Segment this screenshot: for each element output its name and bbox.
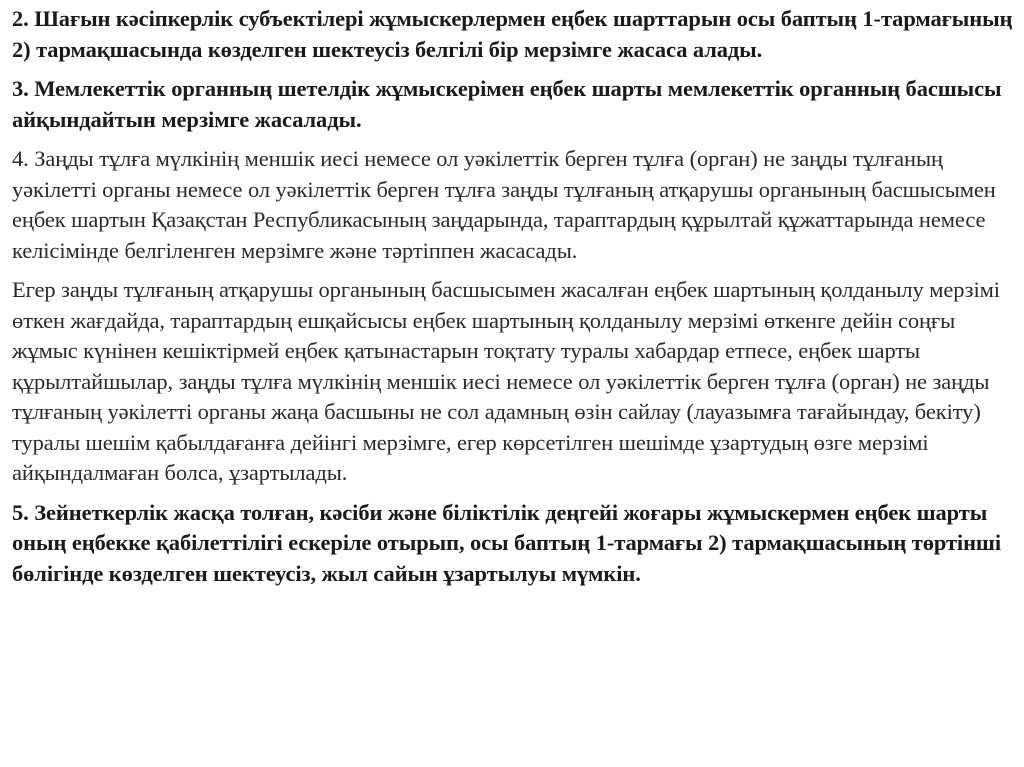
paragraph-3: 3. Мемлекеттік органның шетелдік жұмыскерімен еңбек шарты мемлекеттік органның басшысы айқындайтын мерзімге жасалады. bbox=[12, 76, 1002, 132]
paragraph-4: 4. Заңды тұлға мүлкінің меншік иесі немесе ол уәкілеттік берген тұлға (орган) не заңды тұлғаның уәкілетті органы немесе ол уәкілеттік берген тұлға заңды тұлғаның атқарушы органының басшысымен еңбек шартын Қазақстан Республикасының заңдарында, тараптардың құрылтай құжаттарында немесе келісімінде белгіленген мерзімге және тәртіппен жасасады. bbox=[12, 146, 996, 263]
paragraph-4-continuation: Егер заңды тұлғаның атқарушы органының басшысымен жасалған еңбек шартының қолданылу мерзімі өткен жағдайда, тараптардың ешқайсысы еңбек шартының қолданылу мерзімі өткенге дейін соңғы жұмыс күнінен кешіктірмей еңбек қатынастарын тоқтату туралы хабардар етпесе, еңбек шарты құрылтайшылар, заңды тұлға мүлкінің меншік иесі немесе ол уәкілеттік берген тұлға (орган) не заңды тұлғаның уәкілетті органы жаңа басшыны не сол адамның өзін сайлау (лауазымға тағайындау, бекіту) туралы шешім қабылдағанға дейінгі мерзімге, егер көрсетілген шешімде ұзартудың өзге мерзімі айқындалмаған болса, ұзартылады. bbox=[12, 277, 1000, 485]
paragraph-2: 2. Шағын кәсіпкерлік субъектілері жұмыскерлермен еңбек шарттарын осы баптың 1-тармағының 2) тармақшасында көзделген шектеусіз белгілі бір мерзімге жасаса алады. bbox=[12, 6, 1013, 62]
paragraph-5: 5. Зейнеткерлік жасқа толған, кәсіби және біліктілік деңгейі жоғары жұмыскермен еңбек шарты оның еңбекке қабілеттілігі ескеріле отырып, осы баптың 1-тармағы 2) тармақшасының төртінші бөлігінде көзделген шектеусіз, жыл сайын ұзартылуы мүмкін. bbox=[12, 499, 1001, 586]
slide-body bbox=[12, 4, 1016, 598]
